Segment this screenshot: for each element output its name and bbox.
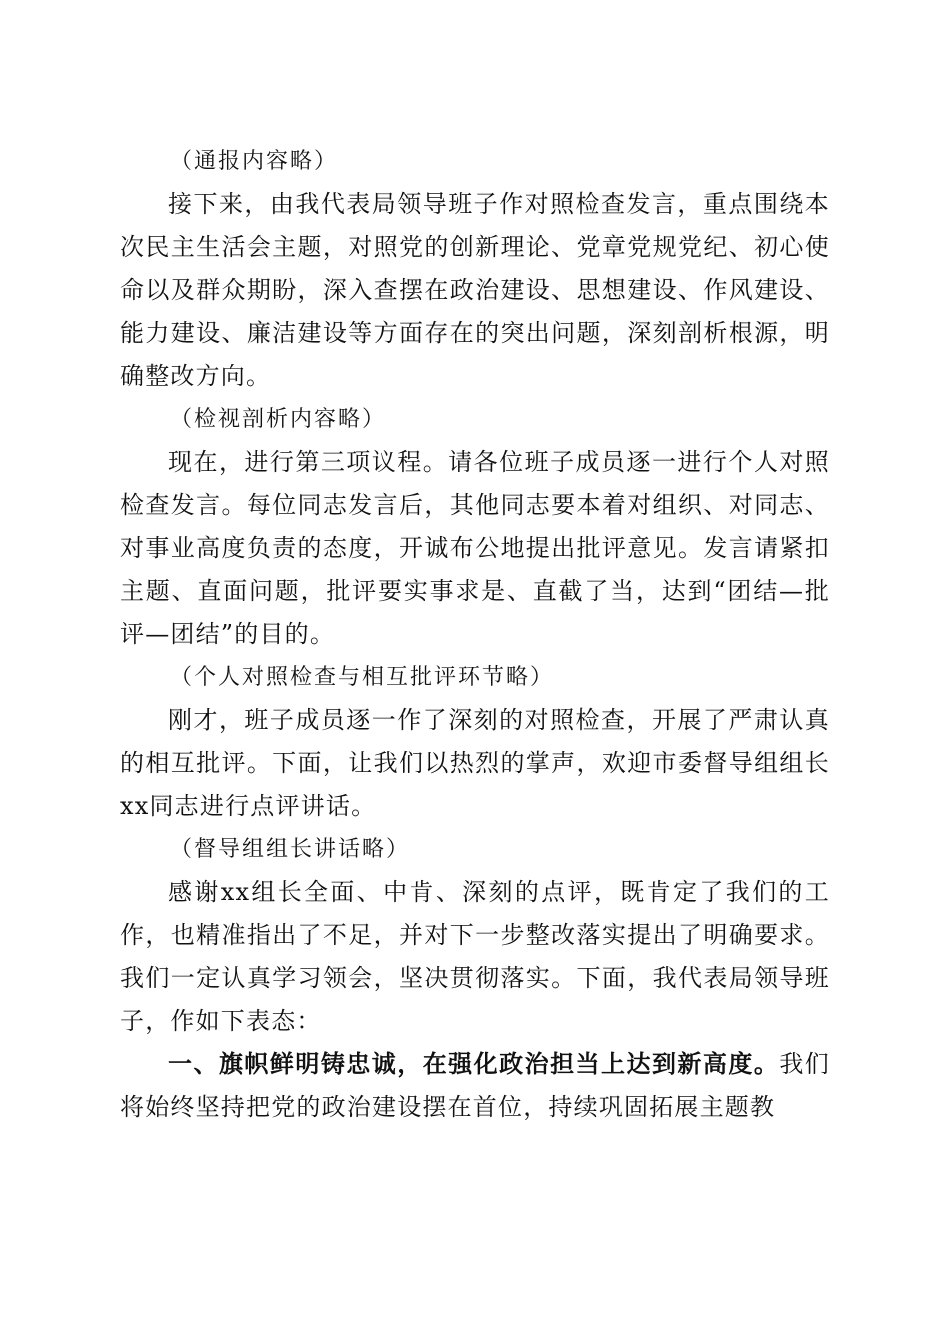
note-report-omitted: （通报内容略） — [170, 149, 339, 174]
note-criticism-omitted: （个人对照检查与相互批评环节略） — [170, 665, 555, 690]
paragraph-self-examination-intro: 接下来，由我代表局领导班子作对照检查发言，重点围绕本次民主生活会主题，对照党的创新理论、党章党规党纪、初心使命以及群众期盼，深入查摆在政治建设、思想建设、作风建设、能力建设、廉洁建设等方面存在的突出问题，深刻剖析根源，明确整改方向。 — [120, 190, 830, 390]
paragraph-invite-supervisor: 刚才，班子成员逐一作了深刻的对照检查，开展了严肃认真的相互批评。下面，让我们以热烈的掌声，欢迎市委督导组组长xx同志进行点评讲话。 — [120, 706, 830, 820]
paragraph-third-agenda: 现在，进行第三项议程。请各位班子成员逐一进行个人对照检查发言。每位同志发言后，其他同志要本着对组织、对同志、对事业高度负责的态度，开诚布公地提出批评意见。发言请紧扣主题、直面问题，批评要实事求是、直截了当，达到“团结—批评—团结”的目的。 — [120, 448, 830, 648]
section-one-heading: 一、旗帜鲜明铸忠诚，在强化政治担当上达到新高度。 — [168, 1050, 780, 1078]
document-page — [120, 140, 830, 1129]
note-analysis-omitted: （检视剖析内容略） — [170, 407, 387, 432]
section-one-text: 我们将始终坚持把党的政治建设摆在首位，持续巩固拓展主题教 — [120, 1050, 830, 1121]
paragraph-thanks: 感谢xx组长全面、中肯、深刻的点评，既肯定了我们的工作，也精准指出了不足，并对下一步整改落实提出了明确要求。我们一定认真学习领会，坚决贯彻落实。下面，我代表局领导班子，作如下表态： — [120, 878, 830, 1035]
paragraph-section-one — [120, 1043, 830, 1129]
note-speech-omitted: （督导组组长讲话略） — [170, 837, 411, 862]
